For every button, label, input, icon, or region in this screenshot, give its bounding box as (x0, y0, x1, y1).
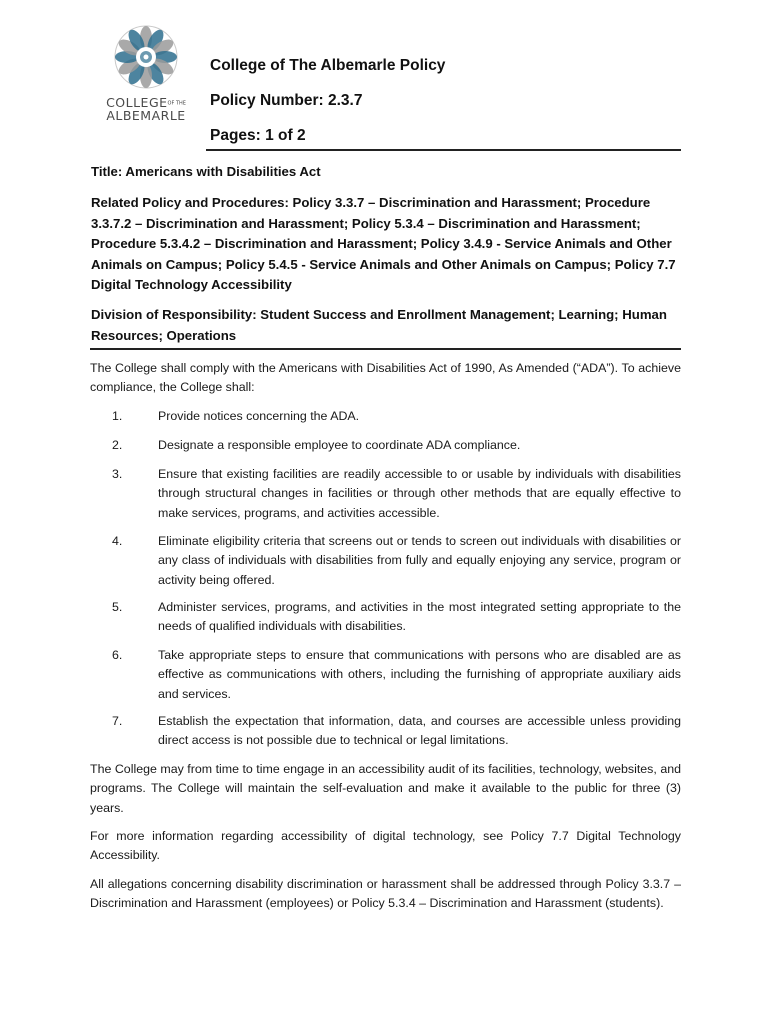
section-divider (90, 348, 681, 350)
list-item-text: Administer services, programs, and activities in the most integrated setting appropriate to the needs of qualified individuals with disabilities. (158, 600, 681, 634)
list-item-text: Eliminate eligibility criteria that screens out or tends to screen out individuals with disabilities or any class of individuals with disabilities from fully and equally enjoying any service, program or activity being offered. (158, 534, 681, 587)
logo-word-college: COLLEGE (106, 95, 168, 110)
list-item-number: 2. (112, 438, 123, 452)
policy-title: Title: Americans with Disabilities Act (91, 164, 321, 179)
allegations-paragraph: All allegations concerning disability discrimination or harassment shall be addressed through Policy 3.3.7 – Discrimination and Harassment (employees) or Policy 5.3.4 – Discrimination and Harassment (students). (90, 877, 681, 911)
college-logo (94, 22, 198, 138)
logo-text-albemarle: ALBEMARLE (106, 108, 186, 123)
list-item-number: 5. (112, 600, 123, 614)
list-item-text: Take appropriate steps to ensure that communications with persons who are disabled are as effective as communications with others, including the furnishing of appropriate auxiliary aids and services. (158, 648, 681, 701)
page-count: Pages: 1 of 2 (210, 127, 306, 144)
list-item-text: Ensure that existing facilities are readily accessible to or usable by individuals with disabilities through structural changes in facilities or through other methods that are equally effective to make services, programs, and activities accessible. (158, 467, 681, 520)
list-item-text: Designate a responsible employee to coordinate ADA compliance. (158, 438, 521, 452)
header-divider (206, 149, 681, 151)
division-of-responsibility: Division of Responsibility: Student Success and Enrollment Management; Learning; Human Resources; Operations (91, 307, 667, 343)
audit-paragraph: The College may from time to time engage in an accessibility audit of its facilities, technology, websites, and programs. The College will maintain the self-evaluation and make it available to the public for three (3) years. (90, 762, 681, 815)
logo-word-of-the: OF THE (167, 100, 186, 107)
list-item-number: 1. (112, 409, 123, 423)
policy-name: College of The Albemarle Policy (210, 57, 446, 74)
logo-mandala-icon (94, 22, 198, 94)
list-item-number: 3. (112, 467, 123, 481)
policy-number: Policy Number: 2.3.7 (210, 92, 363, 109)
list-item-text: Establish the expectation that information, data, and courses are accessible unless providing direct access is not possible due to technical or legal limitations. (158, 714, 681, 748)
list-item-number: 4. (112, 534, 123, 548)
intro-paragraph: The College shall comply with the Americans with Disabilities Act of 1990, As Amended (“ADA”). To achieve compliance, the College shall: (90, 361, 681, 395)
list-item-number: 6. (112, 648, 123, 662)
related-policies: Related Policy and Procedures: Policy 3.3.7 – Discrimination and Harassment; Procedure 3.3.7.2 – Discrimination and Harassment; Policy 5.3.4 – Discrimination and Harassment; Procedure 5.3.4.2 – Discrimination and Harassment; Policy 3.4.9 - Service Animals and Other Animals on Campus; Policy 5.4.5 - Service Animals and Other Animals on Campus; Policy 7.7 Digital Technology Accessibility (91, 195, 676, 292)
list-item-text: Provide notices concerning the ADA. (158, 409, 360, 423)
digital-accessibility-paragraph: For more information regarding accessibility of digital technology, see Policy 7.7 Digital Technology Accessibility. (90, 829, 681, 863)
list-item-number: 7. (112, 714, 123, 728)
